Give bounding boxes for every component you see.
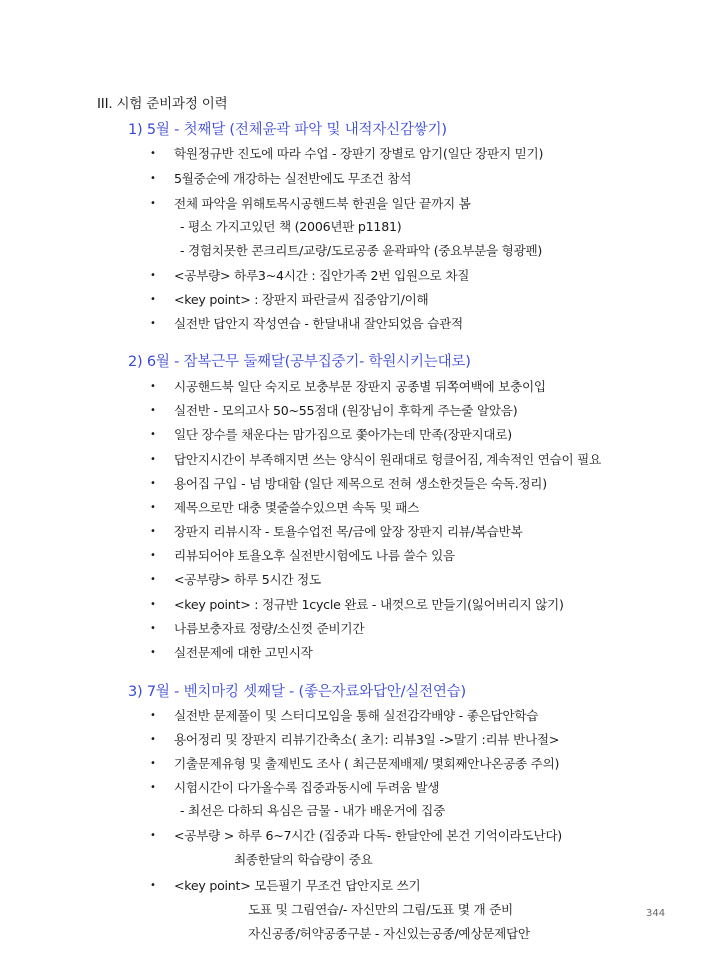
bullet-icon: • — [150, 574, 156, 585]
bullet-icon: • — [150, 381, 156, 392]
list-item: • 전체 파악을 위해토목시공핸드북 한권을 일단 끝까지 봄 — [150, 194, 471, 214]
list-item-continuation: 도표 및 그림연습/- 자신만의 그림/도표 몇 개 준비 — [248, 902, 513, 917]
list-item: • <공부량 > 하루 6~7시간 (집중과 다독- 한달안에 본건 기억이라도난다) — [150, 826, 562, 846]
list-item: • 실전반 답안지 작성연습 - 한달내내 잘안되었음 습관적 — [150, 314, 463, 334]
bullet-icon: • — [150, 405, 156, 416]
list-item: • <key point> 모든필기 무조건 답안지로 쓰기 — [150, 876, 420, 896]
bullet-icon: • — [150, 270, 156, 281]
list-item: • 제목으로만 대충 몇줄쓸수있으면 속독 및 패스 — [150, 498, 419, 518]
list-item: • 용어집 구입 - 넘 방대함 (일단 제목으로 전혀 생소한것들은 숙독.정리) — [150, 474, 547, 494]
list-item: • <공부량> 하루3~4시간 : 집안가족 2번 입원으로 차질 — [150, 266, 469, 286]
bullet-icon: • — [150, 880, 156, 891]
bullet-icon: • — [150, 294, 156, 305]
list-item: • 실전반 문제풀이 및 스터디모임을 통해 실전감각배양 - 좋은답안학습 — [150, 706, 538, 726]
list-item: • 일단 장수를 채운다는 맘가짐으로 쫓아가는데 만족(장판지대로) — [150, 425, 512, 445]
list-item: • <key point> : 정규반 1cycle 완료 - 내껏으로 만들기(잃어버리지 않기) — [150, 595, 564, 615]
bullet-icon: • — [150, 502, 156, 513]
bullet-icon: • — [150, 318, 156, 329]
bullet-icon: • — [150, 173, 156, 184]
list-item: • 시험시간이 다가올수록 집중과동시에 두려움 발생 — [150, 778, 439, 798]
bullet-icon: • — [150, 526, 156, 537]
list-item-continuation: - 평소 가지고있던 책 (2006년판 p1181) — [180, 219, 402, 234]
subsection-title-june: 2) 6월 - 잠복근무 둘째달(공부집중기- 학원시키는대로) — [128, 354, 471, 370]
bullet-icon: • — [150, 758, 156, 769]
list-item: • 답안지시간이 부족해지면 쓰는 양식이 원래대로 헝클어짐, 계속적인 연습이 필요 — [150, 450, 601, 470]
bullet-icon: • — [150, 478, 156, 489]
list-item: • 장판지 리뷰시작 - 토욜수업전 목/금에 앞장 장판지 리뷰/복습반복 — [150, 522, 522, 542]
list-item: • 용어정리 및 장판지 리뷰기간축소( 초기: 리뷰3일 ->말기 :리뷰 반나절> — [150, 730, 559, 750]
bullet-icon: • — [150, 148, 156, 159]
bullet-icon: • — [150, 454, 156, 465]
bullet-icon: • — [150, 782, 156, 793]
page-number: 344 — [646, 908, 666, 919]
list-item: • 실전반 - 모의고사 50~55점대 (원장님이 후학게 주는줄 알았음) — [150, 401, 517, 421]
list-item: • 나름보충자료 정량/소신껏 준비기간 — [150, 619, 364, 639]
list-item: • 시공핸드북 일단 숙지로 보충부문 장판지 공종별 뒤쪽여백에 보충이입 — [150, 377, 546, 397]
subsection-title-may: 1) 5월 - 첫째달 (전체윤곽 파악 및 내적자신감쌓기) — [128, 122, 447, 138]
bullet-icon: • — [150, 734, 156, 745]
subsection-title-july: 3) 7월 - 벤치마킹 셋째달 - (좋은자료와답안/실전연습) — [128, 684, 466, 700]
bullet-icon: • — [150, 710, 156, 721]
list-item: • 실전문제에 대한 고민시작 — [150, 643, 313, 663]
bullet-icon: • — [150, 830, 156, 841]
bullet-icon: • — [150, 647, 156, 658]
bullet-icon: • — [150, 623, 156, 634]
bullet-icon: • — [150, 429, 156, 440]
list-item: • <key point> : 장판지 파란글씨 집중암기/이해 — [150, 290, 428, 310]
list-item: • 5월중순에 개강하는 실전반에도 무조건 참석 — [150, 169, 411, 189]
bullet-icon: • — [150, 198, 156, 209]
list-item: • 리뷰되어야 토욜오후 실전반시험에도 나름 쓸수 있음 — [150, 546, 455, 566]
bullet-icon: • — [150, 550, 156, 561]
list-item: • <공부량> 하루 5시간 정도 — [150, 570, 321, 590]
list-item: • 학원정규반 진도에 따라 수업 - 장판기 장별로 암기(일단 장판지 믿기) — [150, 144, 543, 164]
list-item-continuation: 최종한달의 학습량이 중요 — [234, 852, 373, 867]
bullet-icon: • — [150, 599, 156, 610]
section-title: III. 시험 준비과정 이력 — [97, 96, 228, 112]
list-item: • 기출문제유형 및 출제빈도 조사 ( 최근문제배제/ 몇회째안나온공종 주의) — [150, 754, 559, 774]
list-item-continuation: - 최선은 다하되 욕심은 금물 - 내가 배운거에 집중 — [180, 803, 446, 818]
list-item-continuation: - 경험치못한 콘크리트/교량/도로공종 윤곽파악 (중요부분을 형광펜) — [180, 243, 543, 258]
list-item-continuation: 자신공종/허약공종구분 - 자신있는공종/예상문제답안 — [248, 926, 530, 941]
